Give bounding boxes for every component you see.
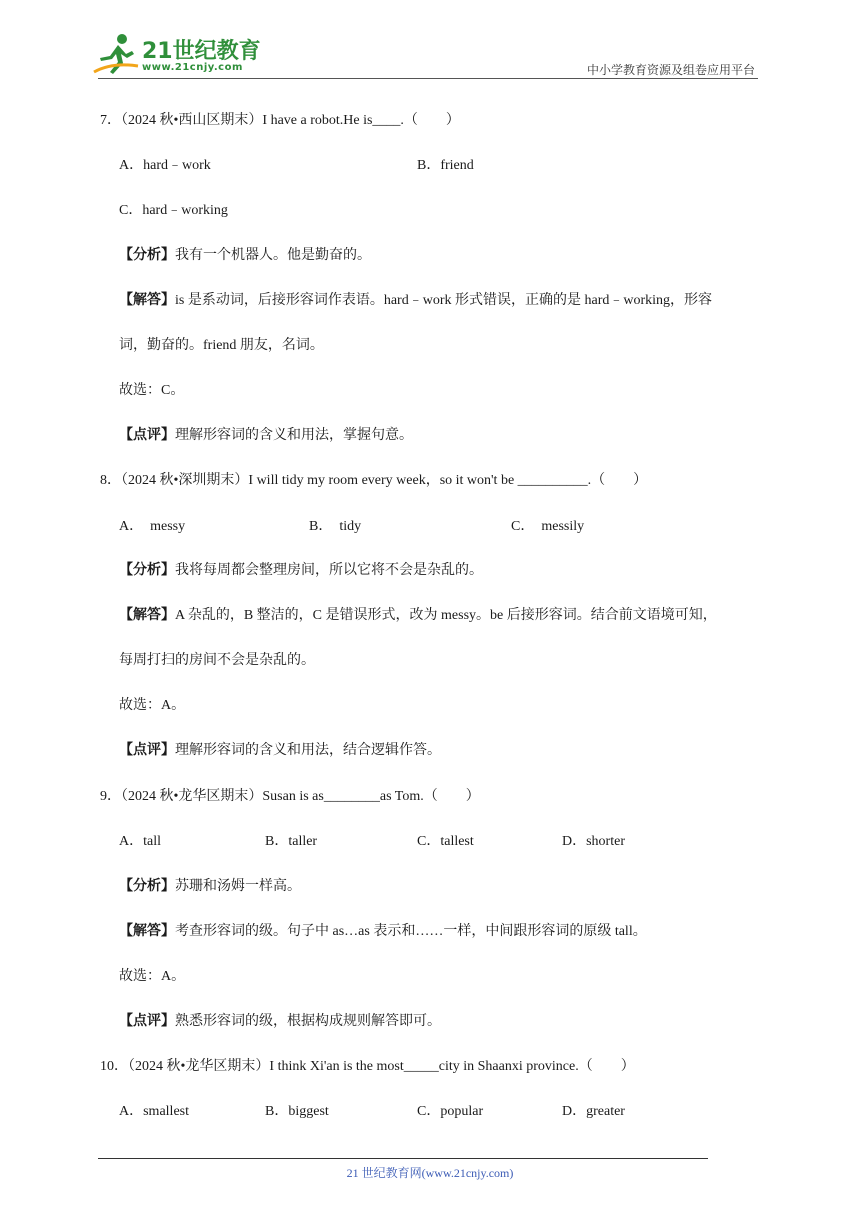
question-10-option-d: D．greater (562, 1104, 625, 1119)
question-9-answer-line-1 (119, 923, 647, 941)
question-7-stem: 7．（2024 秋•西山区期末）I have a robot.He is____.（ ） (100, 113, 460, 128)
question-7-option-b: B．friend (417, 158, 474, 173)
analysis-tag: 【分析】 (119, 248, 175, 263)
analysis-tag: 【分析】 (119, 879, 175, 894)
analysis-text: 苏珊和汤姆一样高。 (175, 879, 301, 894)
question-9-option-d: D．shorter (562, 834, 625, 849)
question-8-comment (119, 742, 441, 760)
comment-text: 理解形容词的含义和用法，掌握句意。 (175, 428, 413, 443)
comment-tag: 【点评】 (119, 428, 175, 443)
question-9-choice: 故选：A。 (119, 969, 186, 984)
question-8-analysis (119, 562, 483, 580)
question-8-choice: 故选：A。 (119, 698, 186, 713)
answer-text: is 是系动词，后接形容词作表语。hard﹣work 形式错误，正确的是 hard﹣working，形容 (175, 293, 713, 308)
question-7-option-a: A．hard﹣work (119, 158, 211, 173)
analysis-text: 我有一个机器人。他是勤奋的。 (175, 248, 371, 263)
question-8-option-a: A． messy (119, 519, 186, 534)
question-8-option-b: B． tidy (309, 519, 362, 534)
question-8-stem: 8．（2024 秋•深圳期末）I will tidy my room every week，so it won't be __________.（ ） (100, 473, 648, 488)
comment-text: 熟悉形容词的级，根据构成规则解答即可。 (175, 1014, 441, 1029)
analysis-tag: 【分析】 (119, 563, 175, 578)
footer-divider (98, 1158, 708, 1159)
comment-tag: 【点评】 (119, 1014, 175, 1029)
question-10-option-b: B．biggest (265, 1104, 329, 1119)
question-9-comment (119, 1013, 441, 1031)
question-7-choice: 故选：C。 (119, 383, 185, 398)
question-7-answer-line-2: 词，勤奋的。friend 朋友，名词。 (119, 338, 324, 353)
answer-tag: 【解答】 (119, 608, 175, 623)
question-7-option-c: C．hard﹣working (119, 203, 228, 218)
question-10-option-a: A．smallest (119, 1104, 189, 1119)
question-7-comment (119, 427, 413, 445)
question-9-analysis (119, 878, 301, 896)
question-9-stem: 9．（2024 秋•龙华区期末）Susan is as________as Tom.（ ） (100, 789, 480, 804)
question-7-answer-line-1 (119, 292, 712, 310)
question-10-option-c: C．popular (417, 1104, 484, 1119)
answer-tag: 【解答】 (119, 293, 175, 308)
header-platform-name: 中小学教育资源及组卷应用平台 (586, 63, 755, 77)
answer-text: 考查形容词的级。句子中 as…as 表示和……一样，中间跟形容词的原级 tall。 (175, 924, 647, 939)
question-9-option-a: A．tall (119, 834, 161, 849)
answer-text: A 杂乱的，B 整洁的，C 是错误形式，改为 messy。be 后接形容词。结合前文语境可知， (175, 608, 717, 623)
comment-tag: 【点评】 (119, 743, 175, 758)
logo-text: 21世纪教育 (142, 39, 261, 64)
page-header (0, 0, 860, 84)
question-8-answer-line-1 (119, 607, 717, 625)
question-8-answer-line-2: 每周打扫的房间不会是杂乱的。 (119, 653, 315, 668)
comment-text: 理解形容词的含义和用法，结合逻辑作答。 (175, 743, 441, 758)
answer-tag: 【解答】 (119, 924, 175, 939)
question-8-option-c: C． messily (511, 519, 585, 534)
question-9-option-c: C．tallest (417, 834, 474, 849)
question-10-stem: 10．（2024 秋•龙华区期末）I think Xi'an is the most_____city in Shaanxi province.（ ） (100, 1059, 635, 1074)
question-9-option-b: B．taller (265, 834, 318, 849)
question-7-analysis (119, 247, 371, 265)
logo-url: www.21cnjy.com (142, 62, 243, 73)
footer-link[interactable]: 21 世纪教育网(www.21cnjy.com) (346, 1166, 514, 1180)
header-divider (98, 78, 758, 79)
analysis-text: 我将每周都会整理房间，所以它将不会是杂乱的。 (175, 563, 483, 578)
site-logo (92, 32, 262, 78)
runner-logo-icon (92, 32, 140, 76)
